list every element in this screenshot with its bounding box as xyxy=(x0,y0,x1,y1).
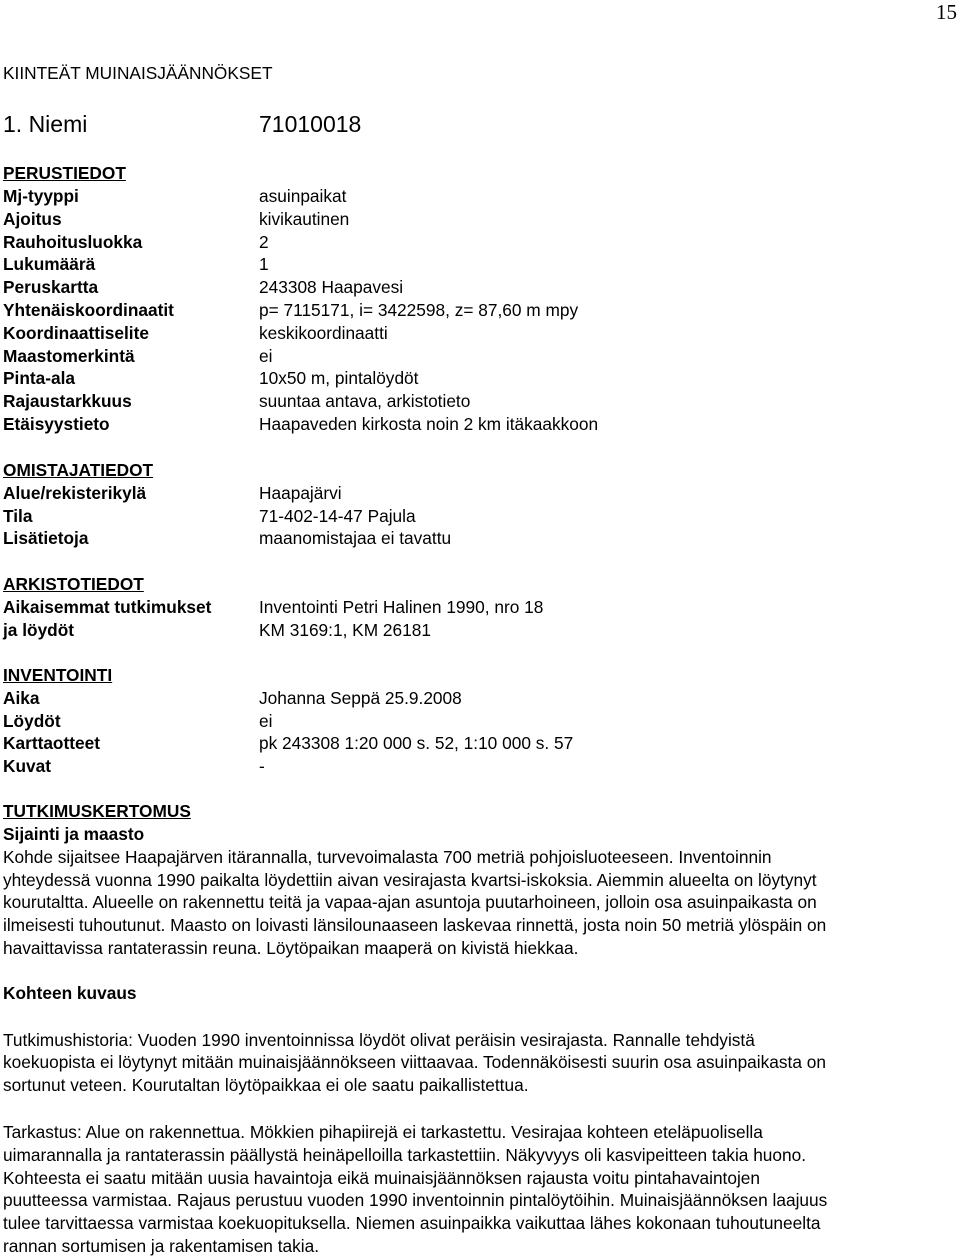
field-value: asuinpaikat xyxy=(259,186,347,206)
field-value: 10x50 m, pintalöydöt xyxy=(259,368,419,389)
field-value: 1 xyxy=(259,254,269,275)
subheading-sijainti: Sijainti ja maasto xyxy=(3,823,145,844)
field-row xyxy=(3,185,953,208)
field-value: ei xyxy=(259,710,273,731)
field-label: Yhtenäiskoordinaatit xyxy=(3,299,174,320)
field-row xyxy=(3,345,953,368)
field-label: Löydöt xyxy=(3,710,61,731)
paragraph-tarkastus xyxy=(3,1121,953,1258)
field-label: Tila xyxy=(3,505,33,526)
field-label: Maastomerkintä xyxy=(3,345,135,366)
text-line: Kohteesta ei saatu mitään uusia havaintoja eikä muinaisjäännöksen rajausta voitu pintahavaintojen xyxy=(3,1167,761,1188)
field-label: Koordinaattiselite xyxy=(3,322,149,343)
field-row xyxy=(3,596,953,619)
field-label: Pinta-ala xyxy=(3,368,76,389)
field-label: Etäisyystieto xyxy=(3,413,110,434)
field-value: Haapajärvi xyxy=(259,482,342,503)
field-value: 2 xyxy=(259,231,269,252)
field-label: Lukumäärä xyxy=(3,254,96,275)
section-inventointi xyxy=(3,664,953,778)
field-value: kivikautinen xyxy=(259,208,350,229)
text-line: Tutkimushistoria: Vuoden 1990 inventoinnissa löydöt olivat peräisin vesirajasta. Rannalle tehdyistä xyxy=(3,1029,755,1050)
section-title-omistajatiedot: OMISTAJATIEDOT xyxy=(3,459,154,480)
field-value: p= 7115171, i= 3422598, z= 87,60 m mpy xyxy=(259,299,579,320)
document-heading: KIINTEÄT MUINAISJÄÄNNÖKSET xyxy=(3,63,273,83)
subheading-kohteen-kuvaus: Kohteen kuvaus xyxy=(3,982,137,1003)
text-line: koekuopista ei löytynyt mitään muinaisjäännökseen viittaavaa. Todennäköisesti suurin osa asuinpaikasta on xyxy=(3,1052,826,1073)
section-title-tutkimuskertomus: TUTKIMUSKERTOMUS xyxy=(3,800,191,821)
field-row xyxy=(3,390,953,413)
field-row xyxy=(3,527,953,550)
site-title xyxy=(3,110,953,138)
section-title-inventointi: INVENTOINTI xyxy=(3,664,113,685)
field-label: Lisätietoja xyxy=(3,528,89,549)
field-row xyxy=(3,276,953,299)
field-row xyxy=(3,253,953,276)
field-row xyxy=(3,755,953,778)
paragraph-tutkimushistoria xyxy=(3,1029,953,1097)
field-row xyxy=(3,710,953,733)
field-row xyxy=(3,367,953,390)
field-value: Haapaveden kirkosta noin 2 km itäkaakkoon xyxy=(259,413,599,434)
site-code: 71010018 xyxy=(259,111,362,137)
document-body xyxy=(3,62,953,1258)
field-value: maanomistajaa ei tavattu xyxy=(259,528,452,549)
section-arkistotiedot xyxy=(3,573,953,642)
field-row xyxy=(3,505,953,528)
field-label: Aika xyxy=(3,687,40,708)
field-value: pk 243308 1:20 000 s. 52, 1:10 000 s. 57 xyxy=(259,733,574,754)
field-row xyxy=(3,208,953,231)
text-line: kourutaltta. Alueelle on rakennettu teitä ja vapaa-ajan asuntoja puutarhoineen, jolloin osa asuinpaikasta on xyxy=(3,892,817,913)
text-line: sortunut veteen. Kourutaltan löytöpaikkaa ei ole saatu paikallistettua. xyxy=(3,1075,529,1096)
field-row xyxy=(3,299,953,322)
field-value: 243308 Haapavesi xyxy=(259,277,404,298)
section-title-perustiedot: PERUSTIEDOT xyxy=(3,163,126,183)
field-value: Inventointi Petri Halinen 1990, nro 18 xyxy=(259,597,544,618)
text-line: ilmeisesti tuhoutunut. Maasto on loivasti länsilounaaseen laskevaa rinnettä, josta noin 50 metriä ylöspäin on xyxy=(3,915,827,936)
text-line: rannan sortumisen ja rakentamisen takia. xyxy=(3,1235,320,1256)
field-row xyxy=(3,413,953,436)
field-label: Karttaotteet xyxy=(3,733,100,754)
text-line: uimarannalla ja rantaterassin päällystä heinäpelloilla tarkastettiin. Näkyvyys oli kasvipeitteen takia huono. xyxy=(3,1144,807,1165)
section-omistajatiedot xyxy=(3,459,953,550)
section-tutkimuskertomus xyxy=(3,800,953,1258)
field-value: - xyxy=(259,756,265,777)
field-value: KM 3169:1, KM 26181 xyxy=(259,619,431,640)
field-value: keskikoordinaatti xyxy=(259,322,388,343)
site-name: 1. Niemi xyxy=(3,111,88,137)
text-line: tulee tarvittaessa varmistaa koekuopituksella. Niemen asuinpaikka vaikuttaa lähes kokonaan tuhoutuneelta xyxy=(3,1213,821,1234)
field-row xyxy=(3,732,953,755)
field-row xyxy=(3,482,953,505)
text-line: Kohde sijaitsee Haapajärven itärannalla, turvevoimalasta 700 metriä pohjoisluoteeseen. Inventoinnin xyxy=(3,846,772,867)
field-row xyxy=(3,231,953,254)
field-row xyxy=(3,687,953,710)
field-row xyxy=(3,322,953,345)
text-line: puutteessa varmistaa. Rajaus perustuu vuoden 1990 inventoinnin pintalöytöihin. Muinaisjäännöksen laajuus xyxy=(3,1190,828,1211)
text-line: havaittavissa rantaterassin reuna. Löytöpaikan maaperä on kivistä hiekkaa. xyxy=(3,937,579,958)
field-label: Ajoitus xyxy=(3,208,62,229)
page-number: 15 xyxy=(936,0,957,24)
text-line: Tarkastus: Alue on rakennettua. Mökkien pihapiirejä ei tarkastettu. Vesirajaa kohteen eteläpuolisella xyxy=(3,1121,763,1142)
field-label: Aikaisemmat tutkimukset xyxy=(3,597,212,618)
paragraph-sijainti xyxy=(3,846,953,960)
field-label: Rajaustarkkuus xyxy=(3,391,132,412)
text-line: yhteydessä vuonna 1990 paikalta löydettiin aivan vesirajasta kvartsi-iskoksia. Aiemmin alueelta on löytynyt xyxy=(3,869,817,890)
field-value: 71-402-14-47 Pajula xyxy=(259,505,416,526)
section-perustiedot xyxy=(3,162,953,436)
section-title-arkistotiedot: ARKISTOTIEDOT xyxy=(3,574,144,595)
field-label: ja löydöt xyxy=(3,619,75,640)
field-value: ei xyxy=(259,345,273,366)
field-label: Mj-tyyppi xyxy=(3,186,79,206)
field-label: Alue/rekisterikylä xyxy=(3,482,147,503)
field-value: Johanna Seppä 25.9.2008 xyxy=(259,687,462,708)
field-value: suuntaa antava, arkistotieto xyxy=(259,391,471,412)
field-label: Peruskartta xyxy=(3,277,99,298)
field-label: Rauhoitusluokka xyxy=(3,231,143,252)
field-label: Kuvat xyxy=(3,756,52,777)
field-row xyxy=(3,619,953,642)
